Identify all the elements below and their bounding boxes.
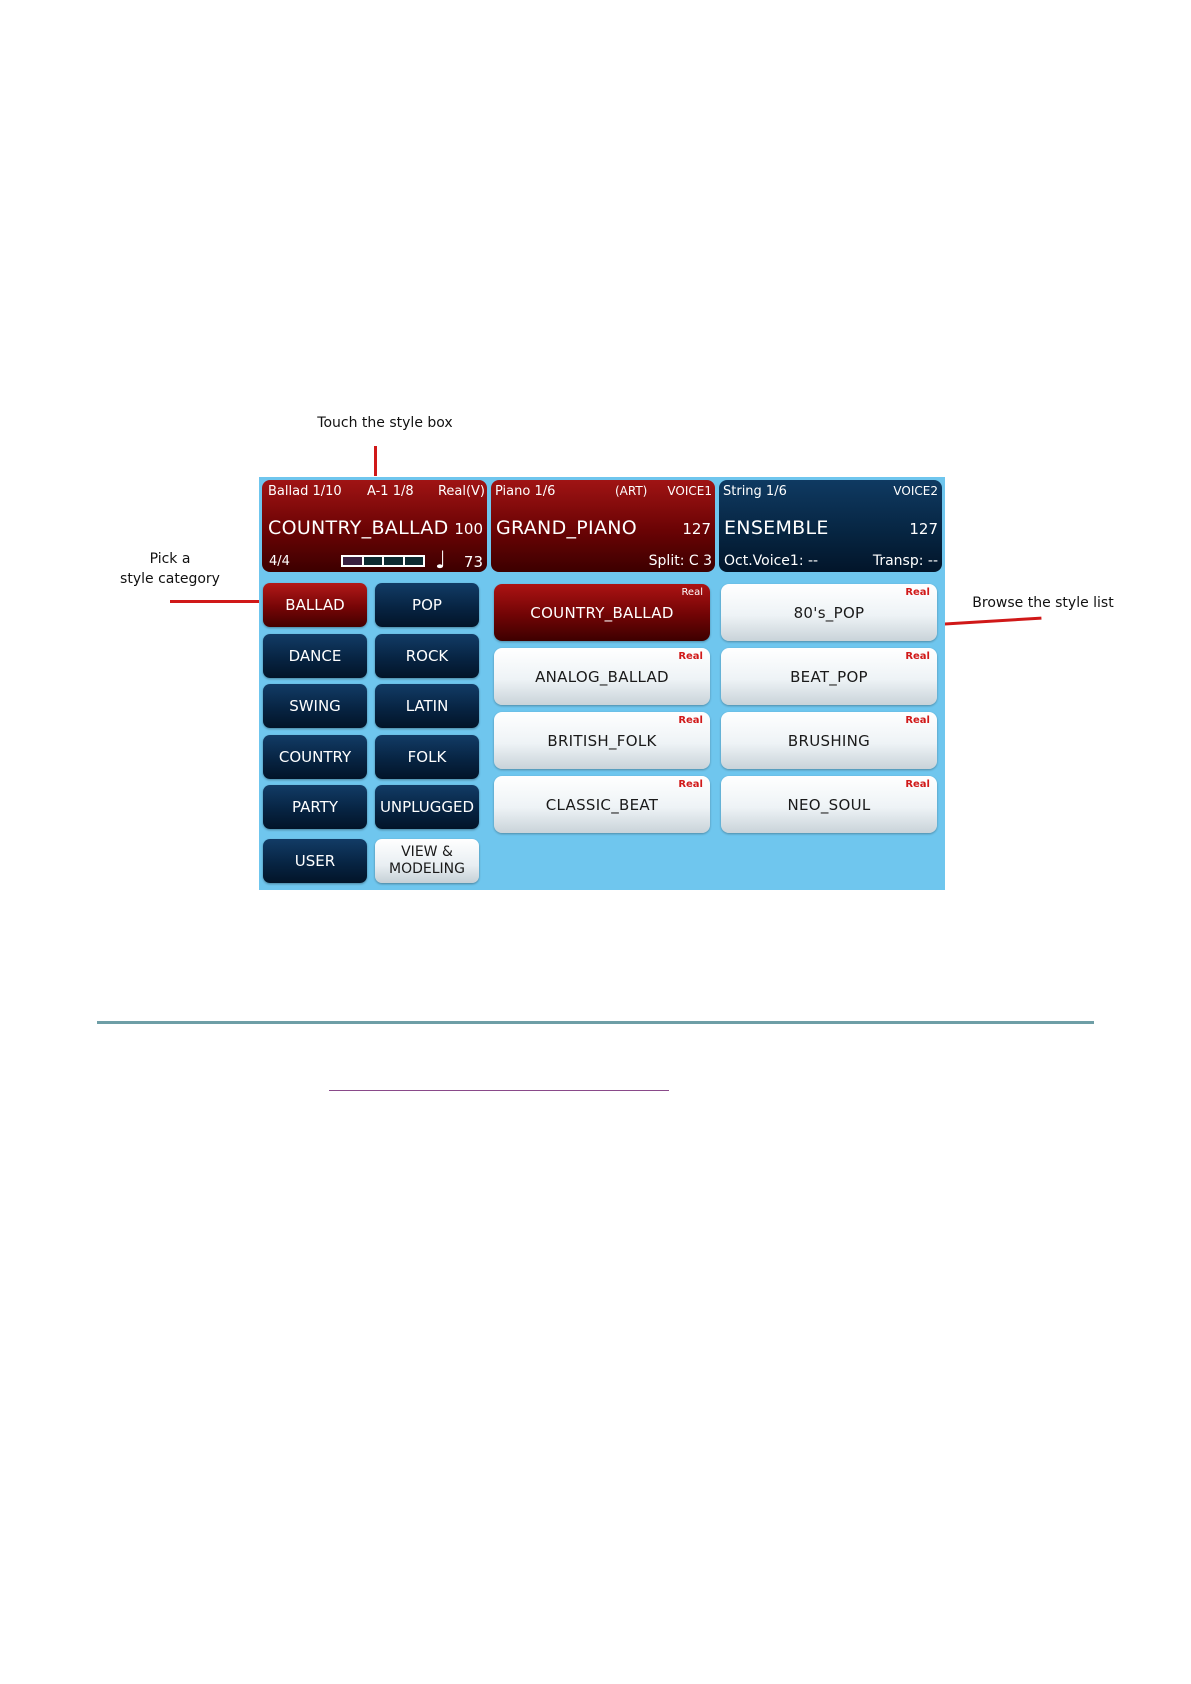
voice2-label: VOICE2	[893, 484, 938, 498]
link-underline	[329, 1090, 669, 1091]
style-item-country-ballad[interactable]	[494, 584, 710, 641]
voice2-volume: 127	[909, 520, 938, 538]
browse-style-list-callout: Browse the style list	[972, 595, 1114, 611]
category-latin-button[interactable]: LATIN	[375, 684, 479, 728]
touch-style-box-pointer	[374, 446, 377, 476]
category-rock-button[interactable]: ROCK	[375, 634, 479, 678]
category-dance-button[interactable]: DANCE	[263, 634, 367, 678]
style-item-label: BEAT_POP	[790, 668, 868, 686]
quarter-note-icon: ♩	[435, 546, 447, 574]
real-badge: Real	[905, 715, 930, 726]
voice2-transp: Transp: --	[872, 553, 938, 569]
style-item-label: BRITISH_FOLK	[547, 732, 657, 750]
style-item-beat-pop[interactable]	[721, 648, 937, 705]
style-item-label: ANALOG_BALLAD	[535, 668, 669, 686]
style-box[interactable]	[262, 480, 487, 572]
voice1-split: Split: C 3	[648, 553, 712, 569]
style-item-analog-ballad[interactable]	[494, 648, 710, 705]
real-badge: Real	[678, 715, 703, 726]
category-folk-button[interactable]: FOLK	[375, 735, 479, 779]
category-swing-button[interactable]: SWING	[263, 684, 367, 728]
category-unplugged-button[interactable]: UNPLUGGED	[375, 785, 479, 829]
pick-category-callout	[100, 549, 240, 589]
category-party-button[interactable]: PARTY	[263, 785, 367, 829]
voice2-box[interactable]	[719, 480, 942, 572]
real-badge: Real	[905, 587, 930, 598]
horizontal-divider	[97, 1021, 1094, 1024]
pick-category-line2: style category	[120, 571, 220, 587]
voice2-category-index: String 1/6	[723, 484, 787, 499]
style-variation: A-1 1/8	[367, 484, 414, 499]
view-modeling-button[interactable]	[375, 839, 479, 883]
real-badge: Real	[681, 587, 703, 598]
style-item-80s-pop[interactable]	[721, 584, 937, 641]
style-item-label: 80's_POP	[793, 604, 865, 622]
category-country-button[interactable]: COUNTRY	[263, 735, 367, 779]
style-item-label: BRUSHING	[787, 732, 871, 750]
voice1-box[interactable]	[491, 480, 715, 572]
real-badge: Real	[905, 651, 930, 662]
device-screen	[259, 477, 945, 890]
voice1-volume: 127	[682, 520, 711, 538]
style-volume: 100	[454, 520, 483, 538]
style-item-brushing[interactable]	[721, 712, 937, 769]
style-item-label: COUNTRY_BALLAD	[530, 604, 674, 622]
style-item-british-folk[interactable]	[494, 712, 710, 769]
touch-style-box-callout: Touch the style box	[317, 415, 453, 431]
real-badge: Real	[678, 779, 703, 790]
style-type: Real(V)	[437, 484, 485, 499]
voice1-tag: (ART)	[615, 484, 648, 498]
pick-category-line1: Pick a	[149, 551, 191, 567]
style-name: COUNTRY_BALLAD	[268, 517, 449, 539]
view-modeling-line1: VIEW &	[401, 844, 453, 860]
voice1-label: VOICE1	[667, 484, 712, 498]
category-ballad-button[interactable]: BALLAD	[263, 583, 367, 627]
style-category-index: Ballad 1/10	[268, 484, 342, 499]
category-pop-button[interactable]: POP	[375, 583, 479, 627]
voice2-name: ENSEMBLE	[724, 517, 829, 539]
real-badge: Real	[678, 651, 703, 662]
voice2-oct: Oct.Voice1: --	[724, 553, 819, 569]
real-badge: Real	[905, 779, 930, 790]
tempo-value: 73	[463, 553, 483, 571]
view-modeling-line2: MODELING	[389, 861, 465, 877]
category-user-button[interactable]: USER	[263, 839, 367, 883]
time-signature: 4/4	[269, 554, 290, 569]
style-item-label: NEO_SOUL	[787, 796, 871, 814]
style-item-label: CLASSIC_BEAT	[545, 796, 659, 814]
beat-indicator	[341, 555, 425, 567]
style-item-classic-beat[interactable]	[494, 776, 710, 833]
voice1-name: GRAND_PIANO	[496, 517, 638, 539]
style-item-neo-soul[interactable]	[721, 776, 937, 833]
voice1-category-index: Piano 1/6	[495, 484, 556, 499]
